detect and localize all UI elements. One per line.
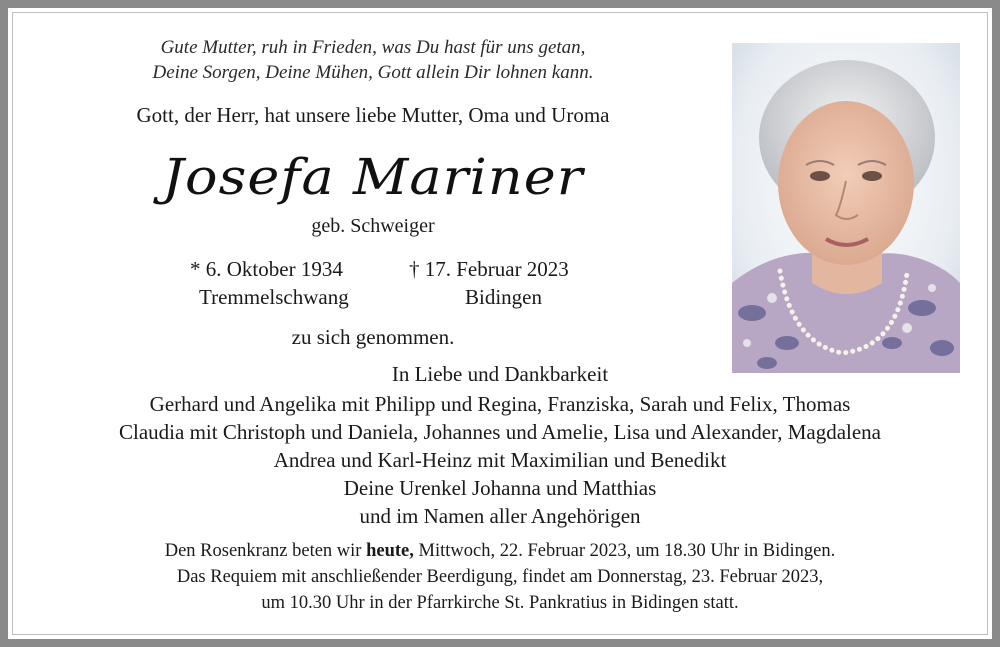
- portrait-photo: [732, 43, 960, 373]
- verse-line-1: Gute Mutter, ruh in Frieden, was Du hast für uns getan,: [160, 37, 586, 58]
- verse-line-2: Deine Sorgen, Deine Mühen, Gott allein Dir lohnen kann.: [152, 62, 594, 83]
- service-line-1-start: Den Rosenkranz beten wir: [164, 541, 367, 561]
- family-heading: In Liebe und Dankbarkeit: [391, 362, 609, 386]
- family-line-2: Claudia mit Christoph und Daniela, Johannes und Amelie, Lisa und Alexander, Magdalena: [119, 420, 881, 444]
- birth-name: geb. Schweiger: [311, 215, 435, 237]
- life-dates: [13, 257, 733, 317]
- obituary-notice: [8, 8, 992, 639]
- service-today: heute,: [366, 541, 414, 561]
- service-line-2: Das Requiem mit anschließender Beerdigung, findet am Donnerstag, 23. Februar 2023,: [176, 567, 824, 587]
- service-line-1-end: Mittwoch, 22. Februar 2023, um 18.30 Uhr in Bidingen.: [413, 541, 836, 561]
- family-line-5: und im Namen aller Angehörigen: [359, 504, 641, 528]
- died-place: Bidingen: [465, 285, 542, 309]
- taken-text: zu sich genommen.: [291, 325, 455, 349]
- died-date: † 17. Februar 2023: [409, 257, 569, 281]
- deceased-name: Josefa Mariner: [162, 148, 584, 206]
- service-line-1: [13, 541, 987, 562]
- portrait-image: [732, 43, 960, 373]
- family-line-1: Gerhard und Angelika mit Philipp und Regina, Franziska, Sarah und Felix, Thomas: [149, 392, 851, 416]
- born-place: Tremmelschwang: [199, 285, 349, 309]
- inner-border: [12, 12, 988, 635]
- service-line-3: um 10.30 Uhr in der Pfarrkirche St. Pankratius in Bidingen statt.: [261, 593, 739, 613]
- family-line-4: Deine Urenkel Johanna und Matthias: [343, 476, 657, 500]
- intro-text: Gott, der Herr, hat unsere liebe Mutter, Oma und Uroma: [136, 103, 610, 127]
- born-date: * 6. Oktober 1934: [190, 257, 343, 281]
- family-line-3: Andrea und Karl-Heinz mit Maximilian und Benedikt: [273, 448, 727, 472]
